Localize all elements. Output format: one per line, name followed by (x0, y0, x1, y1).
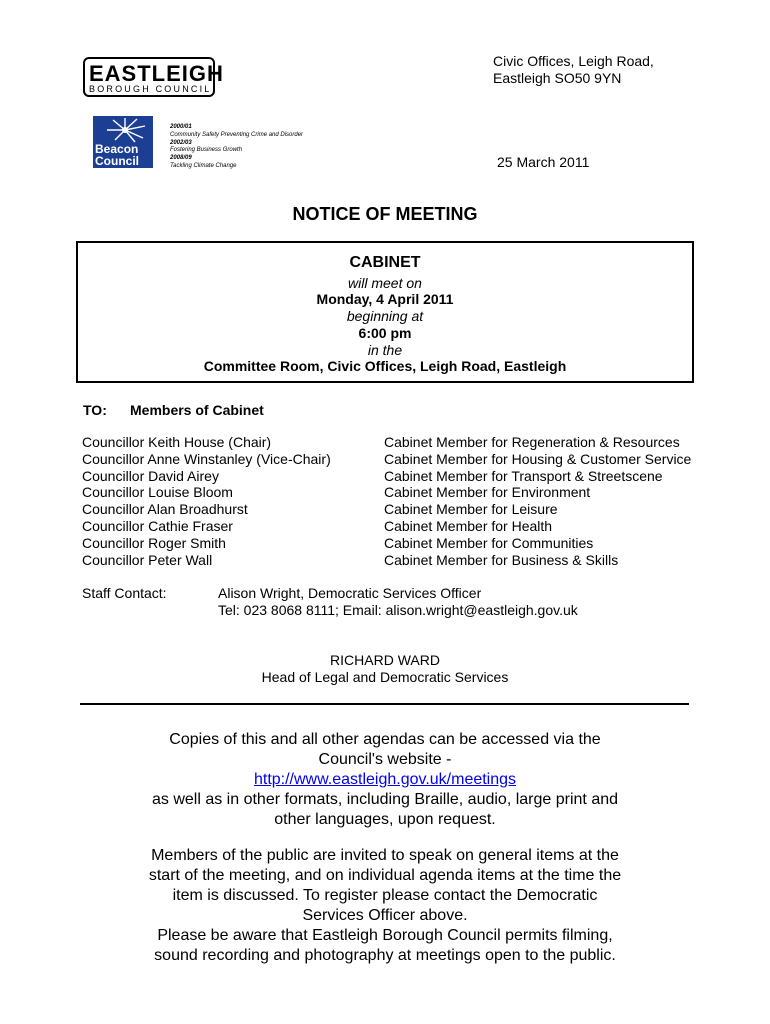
meeting-time: 6:00 pm (358, 325, 412, 341)
meeting-in-the: in the (367, 342, 403, 358)
staff-contact (218, 585, 578, 619)
council-address (493, 53, 654, 87)
beacon-awards (170, 124, 303, 171)
member-role: Cabinet Member for Housing & Customer Service (384, 450, 692, 467)
member-name: Councillor Cathie Fraser (82, 517, 233, 534)
info-line: sound recording and photography at meetings open to the public. (154, 947, 616, 964)
member-role: Cabinet Member for Business & Skills (384, 551, 619, 568)
member-role: Cabinet Member for Regeneration & Resources (384, 434, 680, 450)
member-role: Cabinet Member for Communities (384, 534, 594, 551)
address-line: Eastleigh SO50 9YN (493, 70, 622, 86)
address-line: Civic Offices, Leigh Road, (493, 53, 654, 69)
signatory (0, 652, 770, 686)
agenda-access-info (100, 730, 670, 830)
member-name: Councillor Roger Smith (82, 534, 226, 551)
signer-title: Head of Legal and Democratic Services (261, 669, 509, 685)
member-name: Councillor Peter Wall (82, 551, 213, 568)
meeting-venue: Committee Room, Civic Offices, Leigh Road, Eastleigh (203, 358, 567, 374)
award-text: Tackling Climate Change (170, 162, 237, 169)
meeting-day: Monday, 4 April 2011 (316, 291, 454, 307)
award-year: 2008/09 (170, 155, 192, 162)
info-line: start of the meeting, and on individual agenda items at the time the (148, 867, 622, 884)
info-line: Members of the public are invited to speak on general items at the (151, 847, 619, 864)
member-roles-list (384, 434, 691, 568)
info-line: Council's website - (318, 751, 452, 768)
staff-contact-label: Staff Contact: (82, 585, 167, 601)
info-line: other languages, upon request. (274, 811, 496, 828)
award-year: 2002/03 (170, 139, 192, 146)
divider (80, 703, 689, 705)
meeting-will-meet: will meet on (348, 275, 422, 291)
page-title: NOTICE OF MEETING (292, 204, 478, 224)
member-names-list (82, 434, 331, 568)
award-text: Community Safety Preventing Crime and Disorder (170, 131, 304, 138)
to-value: Members of Cabinet (130, 402, 264, 418)
member-name: Councillor Louise Bloom (82, 484, 233, 501)
beacon-label: Council (95, 154, 139, 168)
member-role: Cabinet Member for Environment (384, 484, 591, 501)
logo-name: EASTLEIGH (89, 61, 224, 86)
member-name: Councillor Keith House (Chair) (82, 434, 272, 450)
meeting-beginning: beginning at (346, 308, 424, 324)
meeting-details-box (76, 241, 694, 383)
meeting-body: CABINET (349, 254, 421, 271)
member-name: Councillor Alan Broadhurst (82, 501, 248, 518)
beacon-label: Beacon (95, 142, 139, 156)
meetings-website-link[interactable]: http://www.eastleigh.gov.uk/meetings (253, 771, 517, 788)
staff-phone-email: Tel: 023 8068 8111; Email: alison.wright@eastleigh.gov.uk (218, 602, 578, 618)
info-line: Please be aware that Eastleigh Borough Council permits filming, (157, 927, 613, 944)
member-name: Councillor David Airey (82, 467, 219, 484)
info-line: Services Officer above. (302, 907, 468, 924)
info-line: item is discussed. To register please contact the Democratic (172, 887, 598, 904)
award-year: 2000/01 (170, 124, 192, 130)
info-line: as well as in other formats, including Braille, audio, large print and (151, 791, 619, 808)
signer-name: RICHARD WARD (330, 652, 440, 668)
award-text: Fostering Business Growth (170, 147, 243, 154)
public-participation-info (100, 846, 670, 966)
member-role: Cabinet Member for Leisure (384, 501, 558, 518)
beacon-council-badge (93, 116, 153, 168)
notice-date: 25 March 2011 (497, 154, 590, 170)
member-name: Councillor Anne Winstanley (Vice-Chair) (82, 450, 331, 467)
to-label: TO: (83, 402, 107, 418)
info-line: Copies of this and all other agendas can be accessed via the (169, 731, 601, 748)
member-role: Cabinet Member for Health (384, 517, 553, 534)
member-role: Cabinet Member for Transport & Streetscene (384, 467, 663, 484)
logo-subtitle: BOROUGH COUNCIL (89, 84, 212, 94)
staff-name: Alison Wright, Democratic Services Officer (218, 585, 482, 601)
